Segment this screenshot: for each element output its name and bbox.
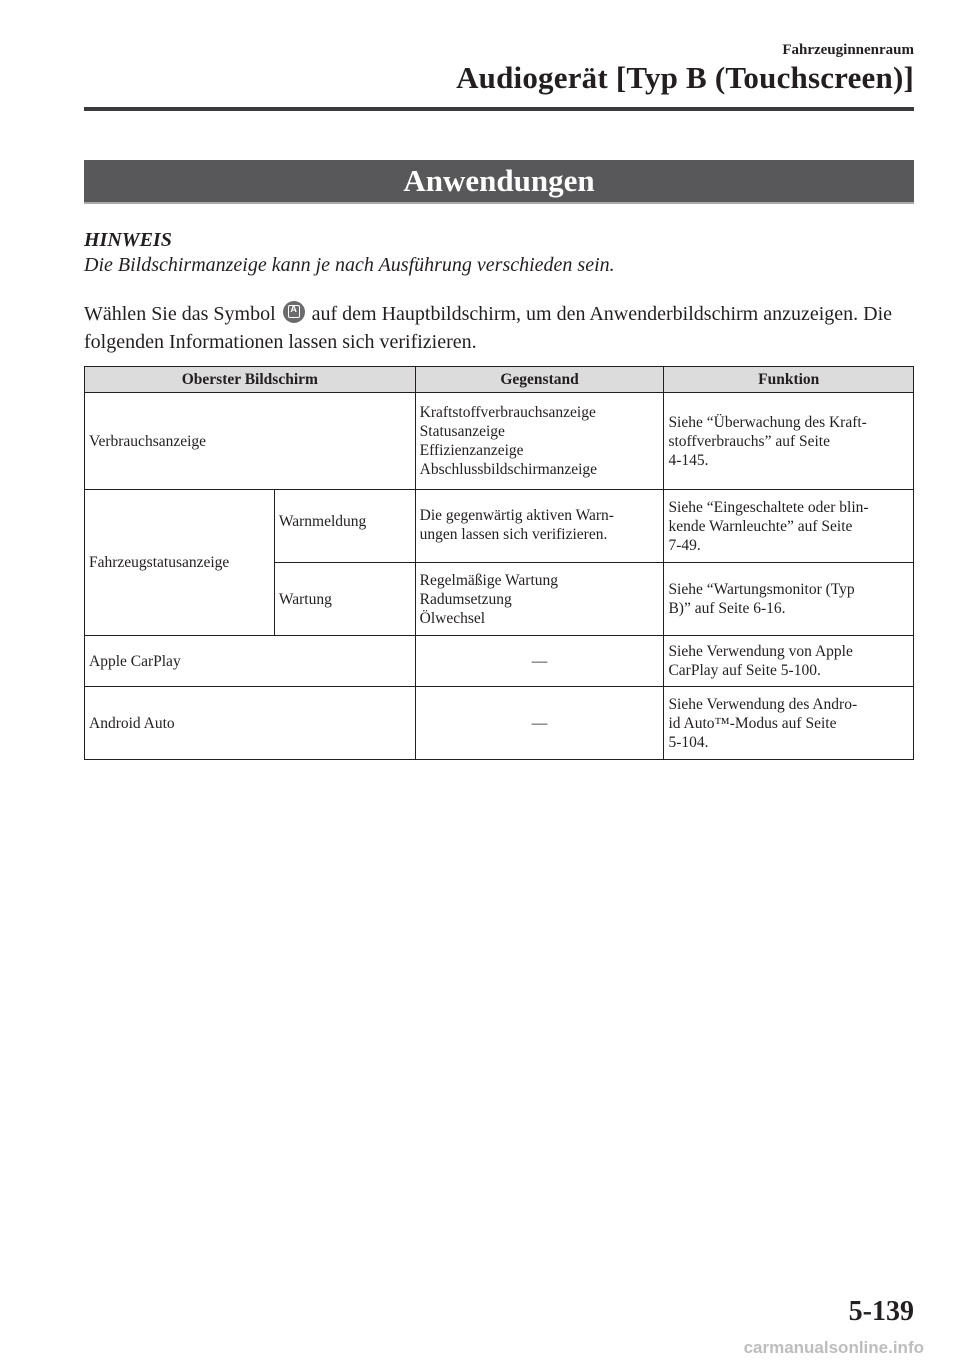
- table-cell: [415, 393, 664, 490]
- table-row: [85, 490, 914, 563]
- footer-watermark: carmanualsonline.info: [743, 1338, 924, 1357]
- cell-line: id Auto™-Modus auf Seite: [668, 714, 837, 732]
- cell-line: ungen lassen sich verifizieren.: [419, 526, 608, 543]
- cell-line: 5-104.: [668, 733, 709, 751]
- cell-line: kende Warnleuchte” auf Seite: [668, 517, 853, 535]
- table-cell: —: [415, 687, 664, 760]
- table-header-row: [85, 367, 914, 393]
- cell-line: Radumsetzung: [419, 590, 512, 608]
- table-cell: Android Auto: [85, 687, 416, 760]
- cell-line: Siehe “Überwachung des Kraft-: [668, 413, 867, 431]
- table-cell: Fahrzeugstatusanzeige: [85, 490, 275, 636]
- cell-line: Effizienzanzeige: [419, 442, 524, 459]
- table-cell: [664, 636, 914, 687]
- table-cell: Verbrauchsanzeige: [85, 393, 416, 490]
- column-header: Oberster Bildschirm: [85, 367, 416, 393]
- table-row: [85, 687, 914, 760]
- cell-line: Siehe Verwendung des Andro-: [668, 695, 858, 713]
- header-title: Audiogerät [Typ B (Touchscreen)]: [456, 60, 914, 95]
- table-row: [85, 636, 914, 687]
- table-cell: [664, 393, 914, 490]
- table-cell: [664, 687, 914, 760]
- cell-line: Kraftstoffverbrauchsanzeige: [419, 404, 596, 421]
- cell-line: CarPlay auf Seite 5-100.: [668, 662, 821, 679]
- applications-icon: [283, 301, 305, 323]
- table-cell: [415, 490, 664, 563]
- cell-line: Regelmäßige Wartung: [419, 571, 559, 589]
- table-cell: [415, 563, 664, 636]
- applications-table: [84, 366, 914, 760]
- cell-line: Statusanzeige: [419, 423, 505, 440]
- table-cell: —: [415, 636, 664, 687]
- header-section: Fahrzeuginnenraum: [782, 42, 914, 58]
- intro-paragraph: [84, 300, 914, 356]
- cell-line: Die gegenwärtig aktiven Warn-: [419, 507, 614, 524]
- table-cell: [664, 490, 914, 563]
- table-cell: Apple CarPlay: [85, 636, 416, 687]
- note-text: Die Bildschirmanzeige kann je nach Ausführung verschieden sein.: [84, 254, 615, 276]
- cell-line: B)” auf Seite 6-16.: [668, 600, 786, 617]
- column-header: Funktion: [664, 367, 914, 393]
- intro-text-before: Wählen Sie das Symbol: [84, 303, 276, 325]
- cell-line: Siehe “Eingeschaltete oder blin-: [668, 498, 869, 516]
- cell-line: Abschlussbildschirmanzeige: [419, 461, 598, 478]
- cell-line: Siehe “Wartungsmonitor (Typ: [668, 581, 855, 598]
- intro-text-after: auf dem Hauptbildschirm, um den Anwenderbildschirm anzuzeigen. Die folgenden Informationen lassen sich verifizieren.: [84, 303, 893, 353]
- header-divider: [84, 107, 914, 111]
- cell-line: Ölwechsel: [419, 609, 486, 627]
- table-cell: Wartung: [274, 563, 415, 636]
- column-header: Gegenstand: [415, 367, 664, 393]
- table-cell: Warnmeldung: [274, 490, 415, 563]
- note-label: HINWEIS: [84, 229, 172, 251]
- cell-line: stoffverbrauchs” auf Seite: [668, 432, 830, 450]
- page-number: 5-139: [848, 1296, 914, 1327]
- section-banner: Anwendungen: [84, 160, 914, 204]
- cell-line: Siehe Verwendung von Apple: [668, 643, 853, 660]
- table-cell: [664, 563, 914, 636]
- cell-line: 7-49.: [668, 536, 701, 554]
- cell-line: 4-145.: [668, 451, 709, 469]
- table-row: [85, 393, 914, 490]
